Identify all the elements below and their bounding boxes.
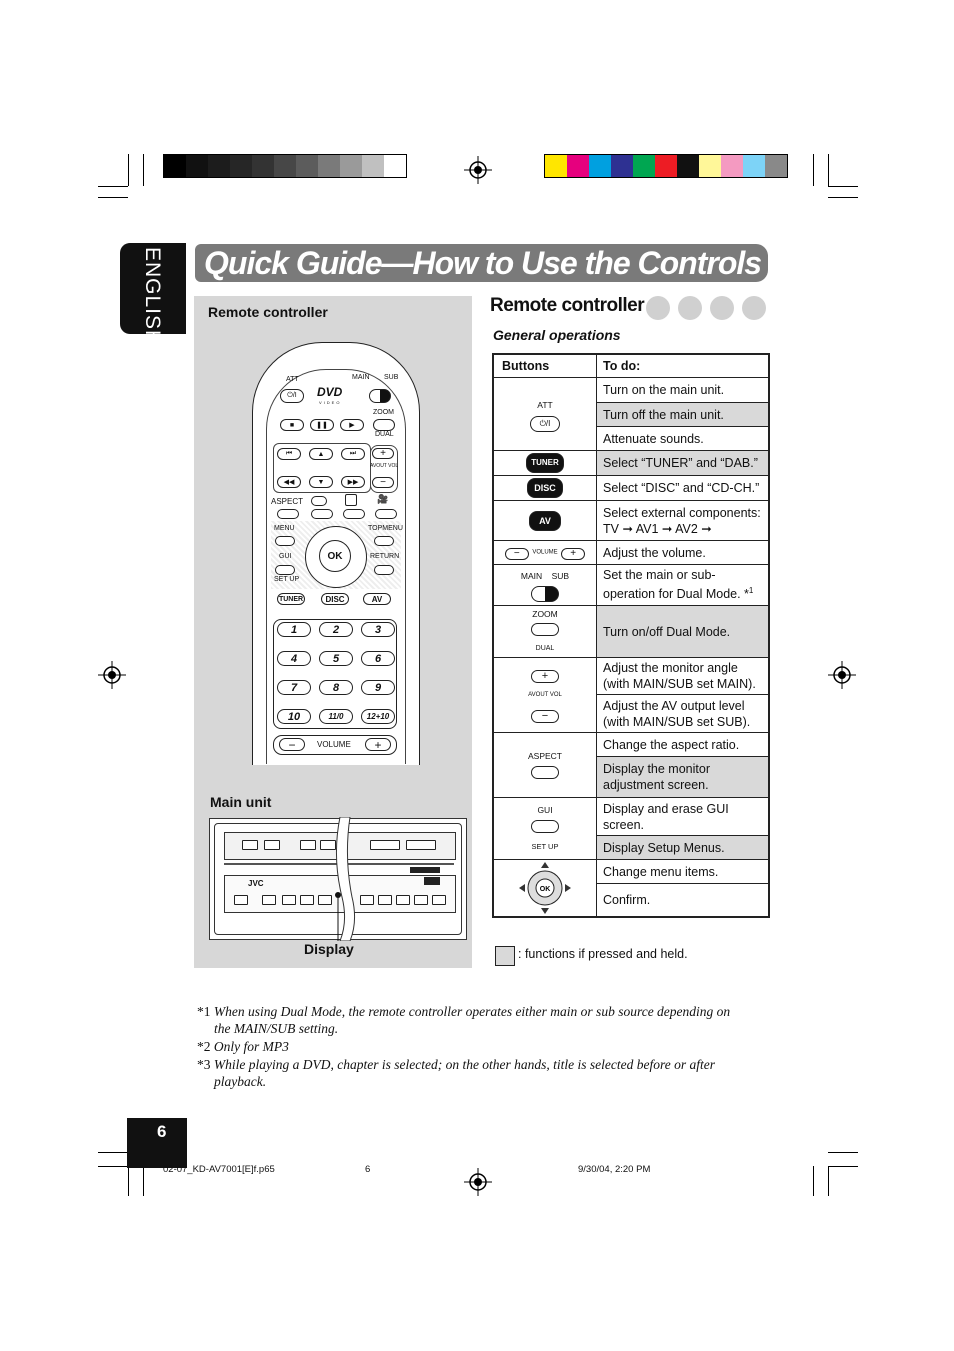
zoom-button-cell <box>493 606 597 658</box>
gui-button[interactable] <box>531 820 559 833</box>
av-text <box>597 501 770 541</box>
ok-text-2: Confirm. <box>597 884 770 917</box>
remote-aspect-key[interactable] <box>277 509 299 519</box>
aspect-button-cell <box>493 733 597 798</box>
remote-zoom-button[interactable] <box>373 419 395 431</box>
zoom-button[interactable] <box>531 623 559 636</box>
crop-mark <box>143 154 144 186</box>
setup-label: SET UP <box>531 842 559 851</box>
att-button-cell <box>493 378 597 451</box>
legend-text: : functions if pressed and held. <box>518 947 688 961</box>
remote-angle-key[interactable] <box>375 509 397 519</box>
footnote-2 <box>197 1038 289 1055</box>
header-buttons: Buttons <box>493 354 597 378</box>
footnote-3-text: While playing a DVD, chapter is selected; on the other hands, title is selected before or after <box>213 1057 716 1072</box>
remote-number-7-button[interactable]: 7 <box>277 680 311 695</box>
registration-mark <box>464 156 492 184</box>
remote-number-5-button[interactable]: 5 <box>319 651 353 666</box>
color-swatch <box>699 155 721 177</box>
subsection-title: General operations <box>493 327 621 343</box>
remote-volume-minus-button[interactable]: − <box>279 738 305 751</box>
remote-up-button[interactable]: ▲ <box>309 448 333 460</box>
color-swatch <box>164 155 186 177</box>
remote-return-button[interactable] <box>374 565 394 575</box>
color-swatch <box>318 155 340 177</box>
footnote-3-mark: *3 <box>197 1057 211 1072</box>
ok-label: OK <box>539 885 551 893</box>
color-swatch <box>186 155 208 177</box>
crop-mark <box>128 154 129 186</box>
color-swatch <box>677 155 699 177</box>
main-unit-button[interactable] <box>264 840 280 850</box>
decorative-dot <box>710 296 734 320</box>
remote-number-10-button[interactable]: 10 <box>277 709 311 724</box>
disc-button-cell <box>493 476 597 501</box>
main-unit-heading: Main unit <box>210 794 272 810</box>
remote-return-label: RETURN <box>370 553 400 560</box>
av-text-line-2: TV ➞ AV1 ➞ AV2 ➞ <box>603 521 712 536</box>
ok-text-1: Change menu items. <box>597 860 770 884</box>
remote-subtitle-button[interactable] <box>345 494 357 506</box>
main-unit-open-button[interactable] <box>406 840 436 850</box>
gui-text-1-line-2: screen. <box>603 817 644 832</box>
language-tab <box>120 243 186 347</box>
avout-plus-button[interactable]: + <box>531 670 559 683</box>
table-row <box>493 798 769 836</box>
main-label: MAIN <box>520 571 543 581</box>
tuner-button[interactable]: TUNER <box>526 453 564 473</box>
main-unit-button[interactable] <box>242 840 258 850</box>
remote-stop-button[interactable]: ■ <box>280 419 304 431</box>
registration-mark <box>828 661 856 689</box>
grayscale-bar <box>163 154 407 178</box>
remote-av-button[interactable]: AV <box>363 593 391 605</box>
aspect-text-2-line-2: adjustment screen. <box>603 778 709 792</box>
av-text-line-1: Select external components: <box>603 505 761 520</box>
remote-illustration <box>252 342 420 765</box>
gui-label: GUI <box>537 805 553 815</box>
main-unit-illustration <box>209 818 467 940</box>
att-label: ATT <box>537 399 553 410</box>
av-button[interactable]: AV <box>529 511 561 531</box>
table-row <box>493 541 769 565</box>
table-row <box>493 451 769 476</box>
table-row <box>493 565 769 606</box>
remote-number-8-button[interactable]: 8 <box>319 680 353 695</box>
remote-disc-button[interactable]: DISC <box>321 593 349 605</box>
page-title: Quick Guide—How to Use the Controls <box>204 245 762 281</box>
dual-label: DUAL <box>535 645 555 652</box>
main-unit-front-button[interactable] <box>414 895 428 905</box>
exad-logo <box>410 867 440 873</box>
remote-next-button[interactable]: ⏭ <box>341 448 365 460</box>
color-swatch <box>384 155 406 177</box>
registration-mark <box>464 1168 492 1196</box>
crop-mark <box>828 1152 858 1153</box>
footer-date: 9/30/04, 2:20 PM <box>578 1164 651 1175</box>
aspect-text-2-line-1: Display the monitor <box>603 762 710 776</box>
mainsub-button-cell <box>493 565 597 606</box>
decorative-dot <box>646 296 670 320</box>
footnote-1 <box>197 1003 777 1020</box>
registration-mark <box>98 661 126 689</box>
remote-forward-button[interactable]: ▶▶ <box>341 476 365 488</box>
remote-gui-label: GUI <box>279 553 292 560</box>
crop-mark <box>813 154 814 186</box>
footnote-2-mark: *2 <box>197 1039 211 1054</box>
color-swatch <box>765 155 787 177</box>
aspect-button[interactable] <box>531 766 559 779</box>
remote-audio-key[interactable] <box>311 509 333 519</box>
remote-volume-plus-button[interactable]: + <box>365 738 391 751</box>
title-bar <box>195 244 768 282</box>
main-unit-front-button[interactable] <box>378 895 392 905</box>
dvd-logo: DVD <box>317 385 343 399</box>
crop-mark <box>98 186 128 187</box>
main-unit-front-button[interactable] <box>262 895 276 905</box>
zoom-text: Turn on/off Dual Mode. <box>597 606 770 658</box>
remote-topmenu-label: TOPMENU <box>368 525 403 532</box>
remote-number-12-button[interactable]: 12+10 <box>361 709 395 724</box>
remote-aspect-label: ASPECT <box>271 497 304 506</box>
color-swatch <box>230 155 252 177</box>
main-unit-front-button[interactable] <box>234 895 248 905</box>
footer-page: 6 <box>365 1164 371 1175</box>
remote-tuner-button[interactable]: TUNER <box>277 593 305 605</box>
color-swatch <box>721 155 743 177</box>
color-swatch <box>208 155 230 177</box>
table-row <box>493 733 769 757</box>
camera-icon: 🎥 <box>377 494 389 504</box>
footnote-2-text: Only for MP3 <box>213 1039 289 1054</box>
crop-mark <box>828 154 829 186</box>
remote-ok-button[interactable]: OK <box>319 540 351 572</box>
header-todo: To do: <box>597 354 770 378</box>
crop-mark <box>828 1166 829 1196</box>
crop-mark <box>98 1152 128 1153</box>
decorative-dot <box>678 296 702 320</box>
remote-heading: Remote controller <box>208 304 328 320</box>
disc-text: Select “DISC” and “CD-CH.” <box>597 476 770 501</box>
color-swatch <box>252 155 274 177</box>
remote-main-label: MAIN <box>352 374 370 381</box>
tuner-button-cell <box>493 451 597 476</box>
remote-number-4-button[interactable]: 4 <box>277 651 311 666</box>
footnote-1-mark: *1 <box>197 1004 211 1019</box>
aspect-text-1: Change the aspect ratio. <box>597 733 770 757</box>
avout-button-cell <box>493 658 597 733</box>
color-swatch <box>611 155 633 177</box>
remote-number-1-button[interactable]: 1 <box>277 622 311 637</box>
footer-file: 02-07_KD-AV7001[E]f.p65 <box>163 1164 275 1175</box>
remote-rewind-button[interactable]: ◀◀ <box>277 476 301 488</box>
footnote-3 <box>197 1056 777 1073</box>
legend-swatch <box>495 946 515 966</box>
att-text-2: Turn off the main unit. <box>597 403 770 427</box>
crop-mark <box>828 1166 858 1167</box>
table-row <box>493 658 769 695</box>
remote-prev-button[interactable]: ⏮ <box>277 448 301 460</box>
language-tab-label: ENGLISH <box>141 247 164 347</box>
att-power-button[interactable]: ⏻/I <box>530 416 560 432</box>
section-title: Remote controller <box>490 295 645 316</box>
ok-button-cell <box>493 860 597 917</box>
footnote-1-text: When using Dual Mode, the remote controller operates either main or sub source depending on <box>213 1004 731 1019</box>
remote-topmenu-button[interactable] <box>374 536 394 546</box>
remote-volume-label: VOLUME <box>317 740 351 749</box>
page-number-box <box>127 1118 187 1168</box>
remote-number-2-button[interactable]: 2 <box>319 622 353 637</box>
table-row <box>493 378 769 403</box>
remote-avout-plus-button[interactable]: + <box>372 448 394 459</box>
crop-mark <box>828 197 858 198</box>
tuner-text: Select “TUNER” and “DAB.” <box>597 451 770 476</box>
table-row <box>493 860 769 884</box>
mainsub-text-line-1: Set the main or sub- <box>603 568 716 583</box>
gui-text-2: Display Setup Menus. <box>597 836 770 860</box>
color-swatch <box>589 155 611 177</box>
crop-mark <box>813 1166 814 1196</box>
remote-dual-label: DUAL <box>375 431 394 438</box>
color-swatch <box>743 155 765 177</box>
att-text-1: Turn on the main unit. <box>597 378 770 403</box>
color-swatch <box>633 155 655 177</box>
remote-avout-label: AVOUT VOL <box>370 463 399 469</box>
av-button-cell <box>493 501 597 541</box>
main-unit-front-button[interactable] <box>360 895 374 905</box>
volume-plus-button[interactable]: + <box>561 548 585 560</box>
volume-label: VOLUME <box>532 549 558 556</box>
aspect-text-2 <box>597 757 770 798</box>
display-label: Display <box>304 941 354 957</box>
remote-gui-button[interactable] <box>275 565 295 575</box>
remote-setup-label: SET UP <box>274 576 300 583</box>
operations-table <box>492 353 770 918</box>
volume-text: Adjust the volume. <box>597 541 770 565</box>
crop-mark <box>828 186 858 187</box>
remote-avout-minus-button[interactable]: − <box>372 477 394 488</box>
crop-mark <box>98 1166 128 1167</box>
table-row <box>493 476 769 501</box>
avout-text-1 <box>597 658 770 695</box>
footnote-1-cont: the MAIN/SUB setting. <box>214 1021 339 1036</box>
remote-sub-label: SUB <box>384 374 399 381</box>
remote-aspect-button[interactable] <box>311 496 327 506</box>
color-swatch <box>362 155 384 177</box>
main-unit-aspect-button[interactable] <box>370 840 400 850</box>
video-logo: VIDEO <box>319 400 342 405</box>
avout-text-1-line-1: Adjust the monitor angle <box>603 661 738 675</box>
dvd-unit-logo <box>424 877 440 885</box>
main-unit-front-button[interactable] <box>300 895 314 905</box>
mainsub-text <box>597 565 770 606</box>
zoom-label: ZOOM <box>532 609 558 619</box>
main-unit-front-button[interactable] <box>432 895 446 905</box>
main-sub-switch[interactable] <box>531 586 559 602</box>
remote-zoom-label: ZOOM <box>373 409 394 416</box>
footnote-3-cont: playback. <box>214 1074 267 1089</box>
crop-mark <box>98 197 128 198</box>
avout-text-1-line-2: (with MAIN/SUB set MAIN). <box>603 677 756 691</box>
color-swatch <box>545 155 567 177</box>
remote-number-11-button[interactable]: 11/0 <box>319 709 353 724</box>
crop-mark <box>143 1166 144 1196</box>
page-number: 6 <box>157 1122 167 1141</box>
remote-main-sub-switch[interactable] <box>369 389 391 403</box>
mainsub-text-line-2: operation for Dual Mode. * <box>603 587 749 602</box>
main-unit-front-button[interactable] <box>396 895 410 905</box>
remote-number-9-button[interactable]: 9 <box>361 680 395 695</box>
remote-pause-button[interactable]: ❚❚ <box>310 419 334 431</box>
nav-joystick-icon[interactable] <box>518 861 572 915</box>
sub-label: SUB <box>551 571 570 581</box>
color-swatch <box>567 155 589 177</box>
display-cutout <box>328 817 358 941</box>
remote-menu-label: MENU <box>274 525 295 532</box>
main-unit-button[interactable] <box>300 840 316 850</box>
att-text-3: Attenuate sounds. <box>597 427 770 451</box>
decorative-dot <box>742 296 766 320</box>
main-unit-front-button[interactable] <box>282 895 296 905</box>
avout-minus-button[interactable]: − <box>531 710 559 723</box>
avout-text-2-line-1: Adjust the AV output level <box>603 698 745 713</box>
color-swatch <box>274 155 296 177</box>
remote-menu-button[interactable] <box>275 536 295 546</box>
remote-subtitle-key[interactable] <box>343 509 365 519</box>
remote-play-button[interactable]: ▶ <box>340 419 364 431</box>
gui-text-1 <box>597 798 770 836</box>
remote-number-3-button[interactable]: 3 <box>361 622 395 637</box>
color-bar <box>544 154 788 178</box>
avout-label: AVOUT VOL <box>528 692 562 698</box>
remote-att-label: ATT <box>286 376 299 383</box>
mainsub-footnote-ref: 1 <box>748 586 754 596</box>
gui-text-1-line-1: Display and erase GUI <box>603 801 729 816</box>
color-swatch <box>655 155 677 177</box>
table-row <box>493 606 769 658</box>
color-swatch <box>340 155 362 177</box>
volume-button-cell <box>493 541 597 565</box>
table-row <box>493 501 769 541</box>
remote-number-6-button[interactable]: 6 <box>361 651 395 666</box>
table-header-row <box>493 354 769 378</box>
aspect-label: ASPECT <box>527 750 562 761</box>
color-swatch <box>296 155 318 177</box>
disc-button[interactable]: DISC <box>527 478 563 498</box>
jvc-logo: JVC <box>248 879 264 888</box>
gui-button-cell <box>493 798 597 860</box>
avout-text-2 <box>597 695 770 733</box>
remote-power-button[interactable]: ⏻/I <box>280 389 304 403</box>
avout-text-2-line-2: (with MAIN/SUB set SUB). <box>603 714 751 729</box>
crop-mark <box>128 1166 129 1196</box>
remote-down-button[interactable]: ▼ <box>309 476 333 488</box>
volume-minus-button[interactable]: − <box>505 548 529 560</box>
